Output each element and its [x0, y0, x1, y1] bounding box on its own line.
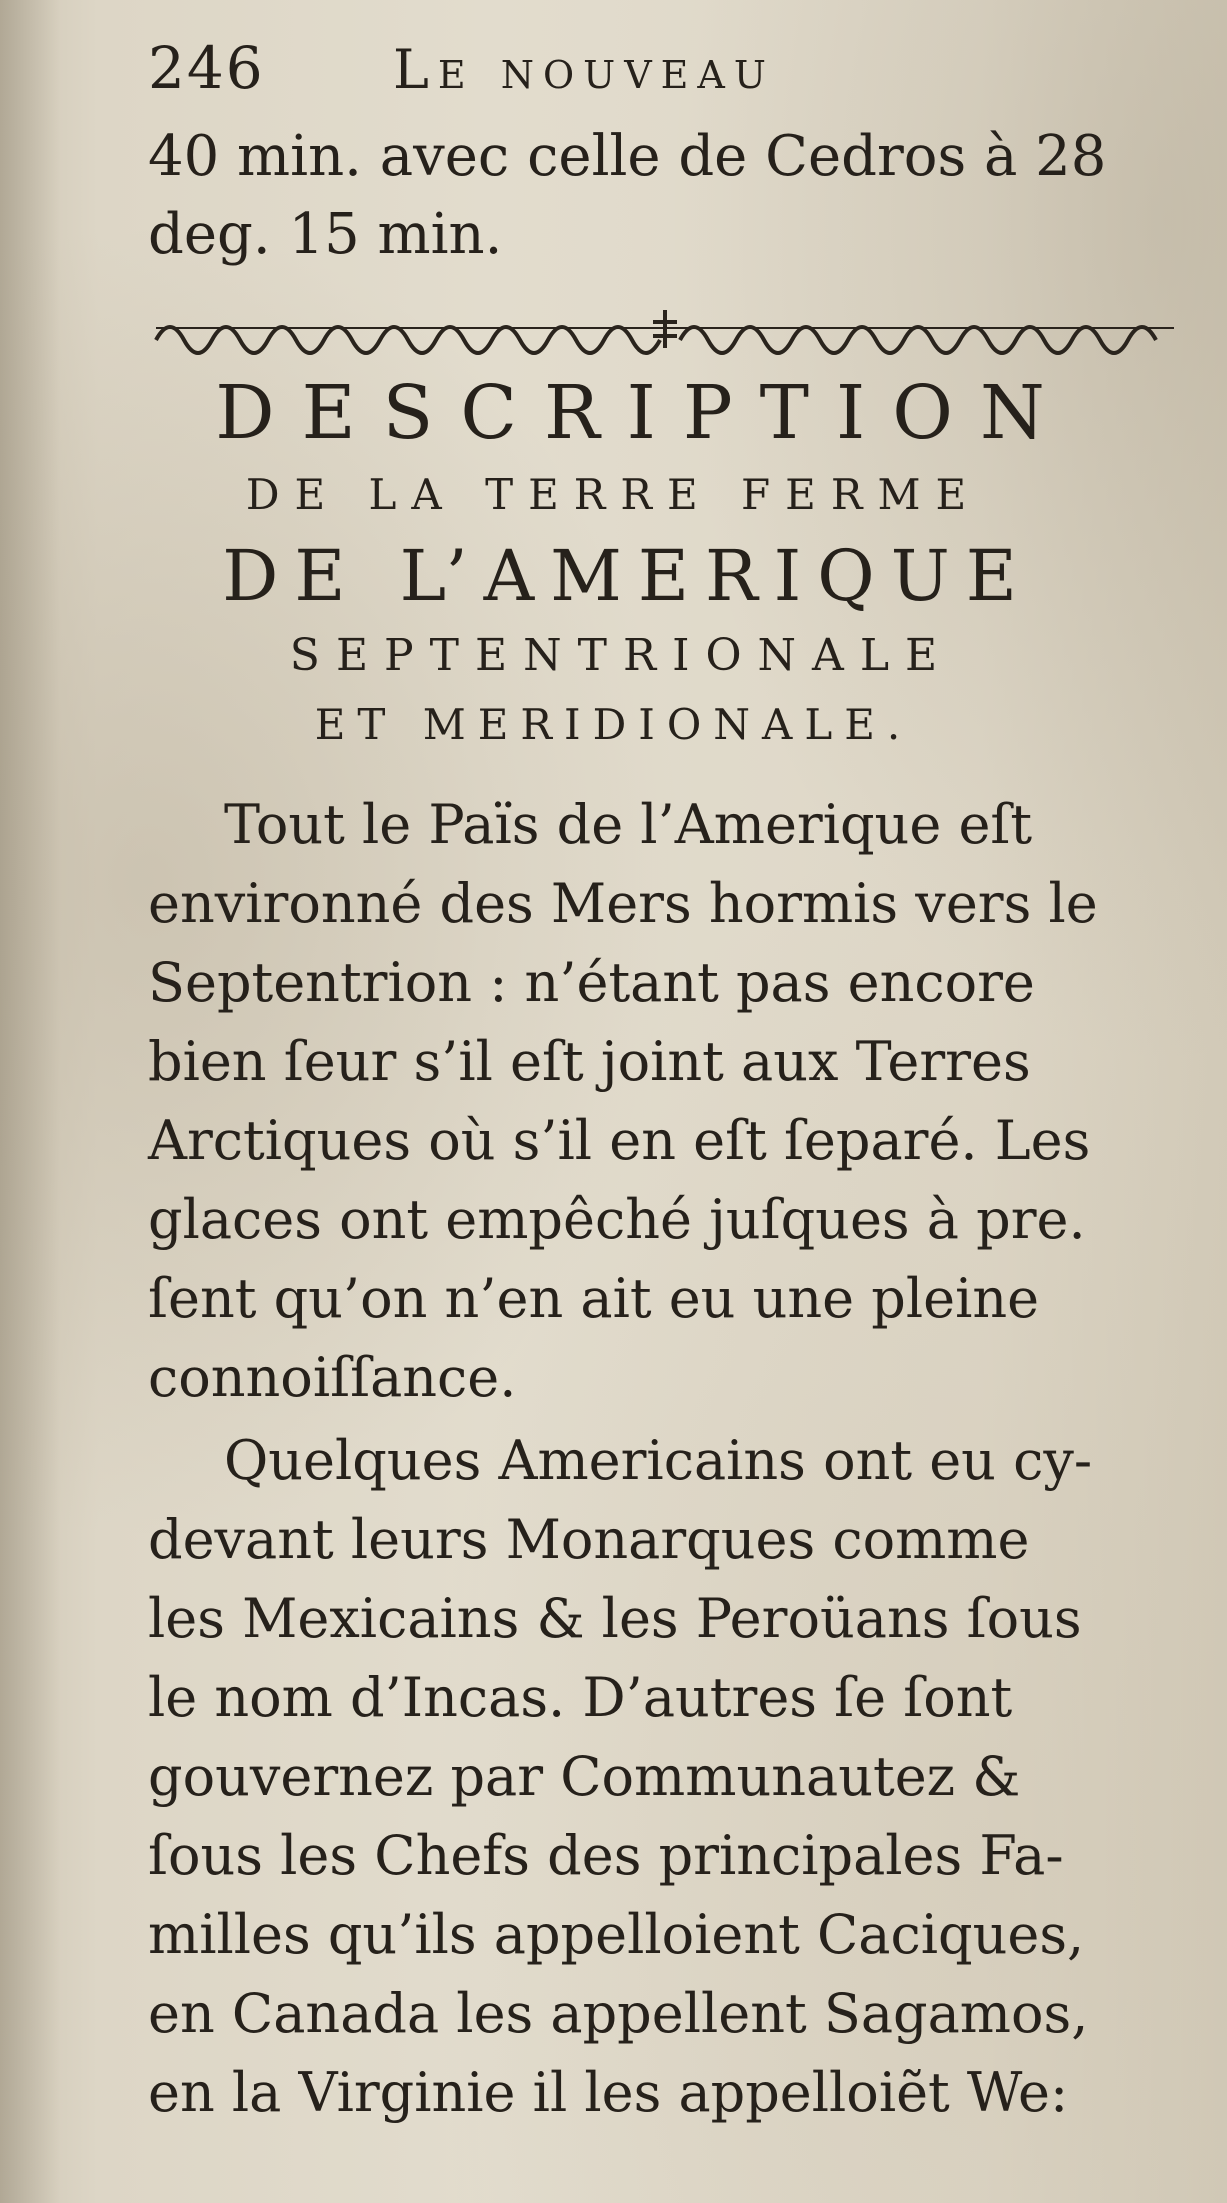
- text-line: devant leurs Monarques comme: [148, 1508, 1030, 1571]
- gutter-shadow: [0, 0, 60, 2203]
- running-head: [148, 34, 1108, 114]
- text-line: Septentrion : n’étant pas encore: [148, 951, 1035, 1014]
- text-line: connoiſſance.: [148, 1346, 517, 1409]
- text-line: ſent qu’on n’en ait eu une pleine: [148, 1267, 1040, 1330]
- text-line: milles qu’ils appelloient Caciques,: [148, 1903, 1085, 1966]
- running-title: Le nouveau: [393, 38, 775, 101]
- heading-line-2: DE LA TERRE FERME: [245, 470, 982, 519]
- text-line: environné des Mers hormis vers le: [148, 872, 1098, 935]
- text-line: Tout le Païs de l’Amerique eſt: [224, 793, 1033, 856]
- heading-line-5: ET MERIDIONALE.: [314, 700, 913, 749]
- page-number: 246: [148, 34, 265, 102]
- printers-ornament-band: [150, 300, 1180, 358]
- text-line: gouvernez par Communautez &: [148, 1745, 1021, 1808]
- text-line: ſous les Chefs des principales Fa-: [148, 1824, 1064, 1887]
- text-line: Quelques Americains ont eu cy-: [224, 1429, 1093, 1492]
- text-line: les Mexicains & les Peroüans ſous: [148, 1587, 1082, 1650]
- lead-text: [148, 118, 1178, 274]
- heading-line-3: DE L’AMERIQUE: [222, 535, 1033, 617]
- paragraph-1: [148, 785, 1188, 1417]
- text-line: glaces ont empêché juſques à pre.: [148, 1188, 1086, 1251]
- heading-line-1: DESCRIPTION: [215, 370, 1072, 456]
- body-text: [148, 785, 1188, 2132]
- paragraph-2: [148, 1421, 1188, 2132]
- text-line: en la Virginie il les appelloiẽt We:: [148, 2061, 1069, 2124]
- text-line: deg. 15 min.: [148, 202, 503, 267]
- heading-line-4: SEPTENTRIONALE: [289, 630, 954, 681]
- text-line: bien ſeur s’il eſt joint aux Terres: [148, 1030, 1031, 1093]
- text-line: 40 min. avec celle de Cedros à 28: [148, 124, 1107, 189]
- text-line: le nom d’Incas. D’autres ſe ſont: [148, 1666, 1013, 1729]
- text-line: Arctiques où s’il en eſt ſeparé. Les: [148, 1109, 1091, 1172]
- text-line: en Canada les appellent Sagamos,: [148, 1982, 1089, 2045]
